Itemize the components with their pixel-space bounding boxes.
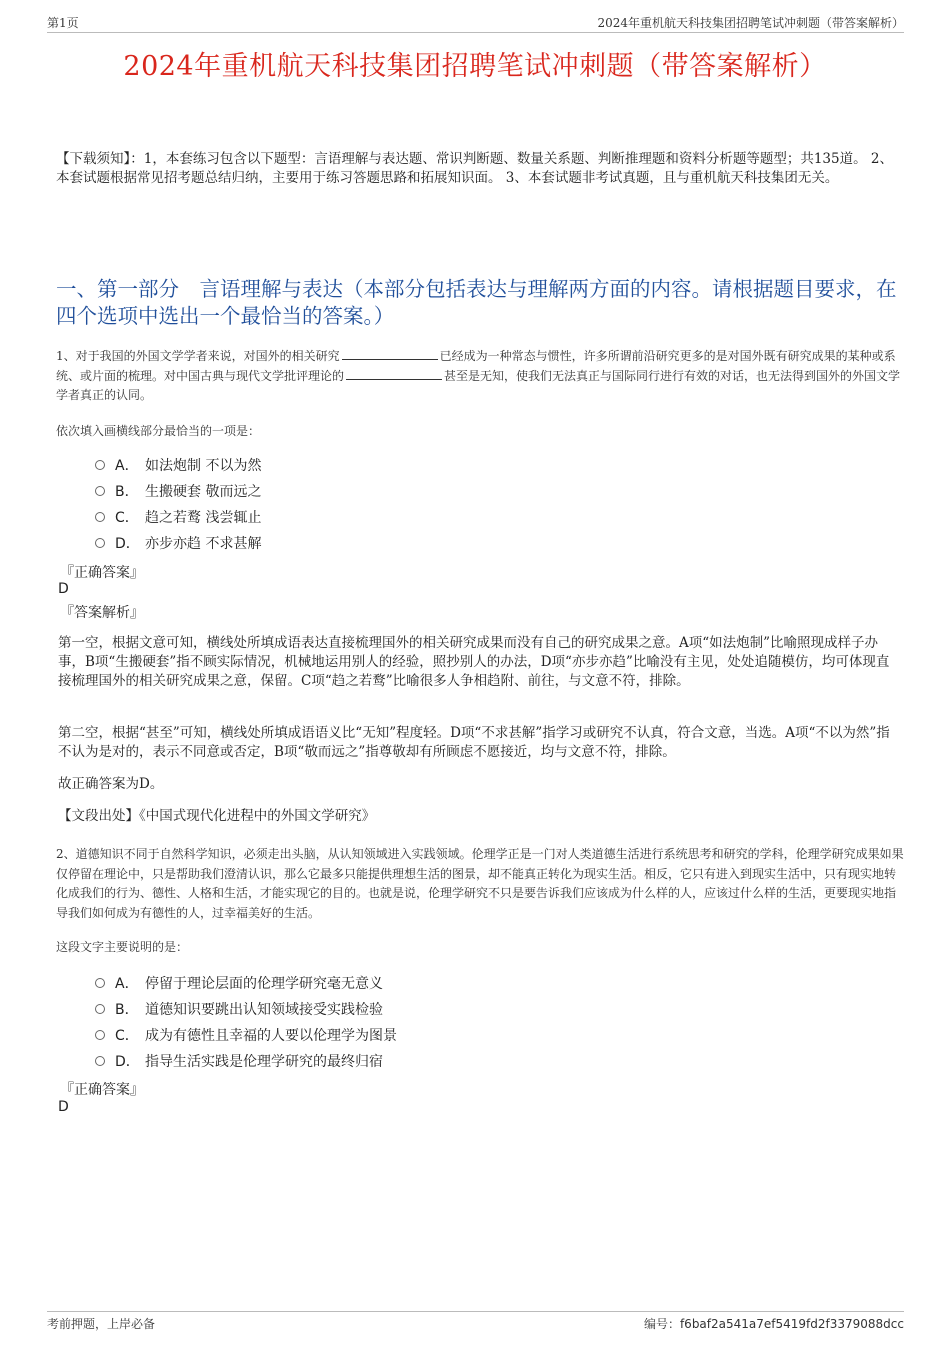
question-2-options <box>95 970 795 1074</box>
question-2-text: 2、道德知识不同于自然科学知识，必须走出头脑，从认知领域进入实践领域。伦理学正是一门对人类道德生活进行系统思考和研究的学科，伦理学研究成果如果仅停留在理论中，只是帮助我们澄清认识，那么它最多只能提供理想生活的图景，却不能真正转化为现实生活。相反，它只有进入到现实生活中，只有现实地转化成我们的行为、德性、人格和生活，才能实现它的目的。也就是说，伦理学研究不只是要告诉我们应该成为什么样的人，应该过什么样的生活，更要现实地指导我们如何成为有德性的人，过幸福美好的生活。 <box>56 847 904 920</box>
question-1-option-b[interactable]: B． 生搬硬套 敬而远之 <box>95 478 795 504</box>
radio-icon[interactable] <box>95 1056 105 1066</box>
fill-blank-1 <box>342 347 438 360</box>
fill-blank-2 <box>346 367 442 380</box>
radio-icon[interactable] <box>95 512 105 522</box>
question-1-options <box>95 452 795 556</box>
question-2-option-d[interactable]: D． 指导生活实践是伦理学研究的最终归宿 <box>95 1048 795 1074</box>
page-header <box>47 14 904 33</box>
radio-icon[interactable] <box>95 1030 105 1040</box>
question-1-analysis-paragraph-1: 第一空，根据文意可知，横线处所填成语表达直接梳理国外的相关研究成果而没有自己的研究成果之意。A项“如法炮制”比喻照现成样子办事，B项“生搬硬套”指不顾实际情况，机械地运用别人的经验，照抄别人的办法，D项“亦步亦趋”比喻没有主见，处处追随模仿，均可体现直接梳理国外的相关研究成果之意，保留。C项“趋之若鹜”比喻很多人争相趋附、前往，与文意不符，排除。 <box>58 635 890 689</box>
question-1-option-a[interactable]: A． 如法炮制 不以为然 <box>95 452 795 478</box>
question-1-analysis-paragraph-2: 第二空，根据“甚至”可知，横线处所填成语语义比“无知”程度轻。D项“不求甚解”指学习或研究不认真，符合文意，当选。A项“不以为然”指不认为是对的，表示不同意或否定，B项“敬而远之”指尊敬却有所顾虑不愿接近，均与文意不符，排除。 <box>58 725 890 760</box>
question-1-text-part-c: 甚至是无知，使我们无法真正与国际同行进行有效的对话，也无法得到国外的外国文学学者真正的认同。 <box>56 368 901 402</box>
question-1-option-d[interactable]: D． 亦步亦趋 不求甚解 <box>95 530 795 556</box>
question-2-option-b[interactable]: B． 道德知识要跳出认知领域接受实践检验 <box>95 996 795 1022</box>
radio-icon[interactable] <box>95 1004 105 1014</box>
download-notice: 【下载须知】：1，本套练习包含以下题型：言语理解与表达题、常识判断题、数量关系题、判断推理题和资料分析题等题型；共135道。 2、本套试题根据常见招考题总结归纳，主要用于练习答题思路和拓展知识面。 3、本套试题非考试真题，且与重机航天科技集团无关。 <box>56 151 893 186</box>
radio-icon[interactable] <box>95 486 105 496</box>
question-1-text <box>56 347 904 406</box>
question-2-prompt: 这段文字主要说明的是： <box>56 940 189 954</box>
question-1-answer-label: 『正确答案』 <box>60 565 144 581</box>
page-number: 第1页 <box>47 16 79 30</box>
page-footer <box>47 1311 904 1331</box>
radio-icon[interactable] <box>95 538 105 548</box>
radio-icon[interactable] <box>95 460 105 470</box>
question-2-option-a[interactable]: A． 停留于理论层面的伦理学研究毫无意义 <box>95 970 795 996</box>
footer-document-id: 编号：f6baf2a541a7ef5419fd2f3379088dcc <box>643 1317 904 1331</box>
header-doc-title: 2024年重机航天科技集团招聘笔试冲刺题（带答案解析） <box>597 16 904 30</box>
question-1-answer: D <box>58 581 69 597</box>
footer-slogan: 考前押题，上岸必备 <box>47 1317 156 1331</box>
radio-icon[interactable] <box>95 978 105 988</box>
question-1-source: 【文段出处】《中国式现代化进程中的外国文学研究》 <box>58 808 376 824</box>
question-1-option-c[interactable]: C． 趋之若鹜 浅尝辄止 <box>95 504 795 530</box>
document-title: 2024年重机航天科技集团招聘笔试冲刺题（带答案解析） <box>123 51 827 82</box>
question-1-analysis-label: 『答案解析』 <box>60 605 144 621</box>
question-1-text-part-b: 已经成为一种常态与惯性，许多所谓前沿研究更多的是对国外既有研究成果的某种或系统、或片面的梳理。对中国古典与现代文学批评理论的 <box>56 349 896 383</box>
question-2-option-c[interactable]: C． 成为有德性且幸福的人要以伦理学为图景 <box>95 1022 795 1048</box>
question-1-prompt: 依次填入画横线部分最恰当的一项是： <box>56 424 261 438</box>
question-1-conclusion: 故正确答案为D。 <box>58 776 164 792</box>
section-heading: 一、第一部分 言语理解与表达（本部分包括表达与理解两方面的内容。请根据题目要求，在四个选项中选出一个最恰当的答案。） <box>56 277 897 328</box>
question-2-answer-label: 『正确答案』 <box>60 1082 144 1098</box>
question-1-text-part-a: 1、对于我国的外国文学学者来说，对国外的相关研究 <box>56 349 340 363</box>
question-2-answer: D <box>58 1099 69 1115</box>
